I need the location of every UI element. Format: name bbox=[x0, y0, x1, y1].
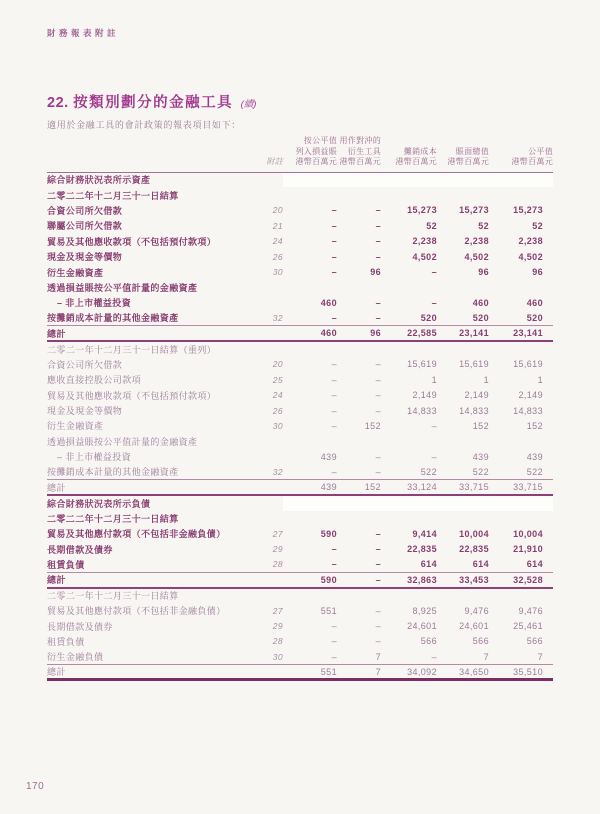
value-cell: 10,004 bbox=[459, 528, 489, 539]
value-cell: – bbox=[375, 236, 381, 247]
value-cell: 34,092 bbox=[381, 665, 437, 680]
row-label: 總計 bbox=[47, 326, 235, 341]
value-cell: 35,510 bbox=[489, 665, 553, 680]
value-cell: 2,238 bbox=[412, 236, 437, 247]
table-row-subheader bbox=[47, 187, 553, 202]
value-cell: – bbox=[331, 359, 337, 370]
value-cell: 96 bbox=[478, 267, 489, 278]
note-cell bbox=[235, 588, 283, 603]
row-label: 衍生金融資產 bbox=[47, 421, 104, 432]
value-cell: 152 bbox=[472, 420, 489, 431]
value-cell: 522 bbox=[472, 466, 489, 477]
value-cell bbox=[437, 434, 489, 449]
table-row-subheader bbox=[47, 511, 553, 526]
note-cell bbox=[235, 572, 283, 587]
value-cell: 460 bbox=[526, 297, 543, 308]
value-cell: – bbox=[331, 205, 337, 216]
value-cell: 1 bbox=[431, 374, 437, 385]
value-cell: – bbox=[375, 636, 381, 647]
row-label: 按攤銷成本計量的其他金融資產 bbox=[47, 313, 179, 324]
table-row-data bbox=[47, 541, 553, 556]
value-cell bbox=[489, 434, 553, 449]
row-label: 綜合財務狀況表所示負債 bbox=[47, 498, 151, 509]
table-row-data bbox=[47, 372, 553, 387]
value-cell bbox=[283, 434, 337, 449]
row-label: – 非上市權益投資 bbox=[57, 452, 132, 463]
value-cell bbox=[489, 588, 553, 603]
value-cell: – bbox=[331, 544, 337, 555]
value-cell: 460 bbox=[472, 297, 489, 308]
note-cell: 32 bbox=[272, 312, 283, 323]
value-cell: – bbox=[375, 605, 381, 616]
note-cell: 24 bbox=[272, 390, 283, 401]
table-row-data bbox=[47, 403, 553, 418]
value-cell bbox=[283, 511, 337, 526]
note-cell: 29 bbox=[272, 621, 283, 632]
value-cell: 439 bbox=[320, 451, 337, 462]
value-cell: – bbox=[375, 466, 381, 477]
value-cell: 14,833 bbox=[513, 405, 543, 416]
value-cell bbox=[283, 280, 337, 295]
value-cell: – bbox=[331, 251, 337, 262]
row-label: 總計 bbox=[47, 480, 235, 495]
value-cell bbox=[381, 588, 437, 603]
note-cell bbox=[235, 172, 283, 187]
note-cell bbox=[235, 449, 283, 464]
value-cell: – bbox=[331, 236, 337, 247]
value-cell: 439 bbox=[526, 451, 543, 462]
value-cell: 52 bbox=[478, 220, 489, 231]
row-label: 合資公司所欠借款 bbox=[47, 205, 123, 216]
value-cell: 33,453 bbox=[437, 572, 489, 587]
value-cell: – bbox=[375, 451, 381, 462]
page-number: 170 bbox=[26, 781, 45, 792]
note-cell: 27 bbox=[272, 605, 283, 616]
value-cell bbox=[337, 434, 381, 449]
row-label: 貿易及其他應收款項（不包括預付款項） bbox=[47, 236, 217, 247]
value-cell: 15,619 bbox=[513, 359, 543, 370]
value-cell: – bbox=[375, 251, 381, 262]
table-row-data bbox=[47, 526, 553, 541]
value-cell bbox=[381, 434, 437, 449]
note-cell bbox=[235, 187, 283, 202]
value-cell: 4,502 bbox=[412, 251, 437, 262]
row-label: 透過損益賬按公平值計量的金融資產 bbox=[47, 436, 198, 447]
value-cell: – bbox=[375, 374, 381, 385]
table-row-data bbox=[47, 311, 553, 326]
value-cell bbox=[381, 280, 437, 295]
value-cell bbox=[337, 588, 381, 603]
value-cell: 460 bbox=[320, 297, 337, 308]
value-cell bbox=[337, 187, 381, 202]
value-cell: 2,238 bbox=[518, 236, 543, 247]
value-cell: 23,141 bbox=[437, 326, 489, 341]
value-cell: – bbox=[375, 559, 381, 570]
value-cell: 520 bbox=[420, 312, 437, 323]
row-label: 應收直接控股公司款項 bbox=[47, 375, 142, 386]
value-cell: – bbox=[431, 451, 437, 462]
note-cell: 30 bbox=[272, 267, 283, 278]
value-cell: – bbox=[375, 312, 381, 323]
note-cell: 24 bbox=[272, 236, 283, 247]
note-cell bbox=[235, 326, 283, 341]
value-cell: 21,910 bbox=[513, 544, 543, 555]
value-cell: 520 bbox=[526, 312, 543, 323]
note-cell bbox=[235, 511, 283, 526]
value-cell: – bbox=[331, 636, 337, 647]
note-cell: 29 bbox=[272, 544, 283, 555]
value-cell: 32,863 bbox=[381, 572, 437, 587]
row-label: 長期借款及債券 bbox=[47, 621, 113, 632]
value-cell bbox=[489, 495, 553, 510]
row-label: 合資公司所欠借款 bbox=[47, 359, 123, 370]
note-cell: 20 bbox=[272, 205, 283, 216]
value-cell: – bbox=[331, 390, 337, 401]
value-cell: 9,476 bbox=[518, 605, 543, 616]
value-cell: 96 bbox=[337, 326, 381, 341]
table-row-total bbox=[47, 572, 553, 587]
table-row-section bbox=[47, 172, 553, 187]
value-cell bbox=[283, 495, 337, 510]
value-cell: – bbox=[431, 297, 437, 308]
value-cell: 439 bbox=[472, 451, 489, 462]
table-row-section bbox=[47, 495, 553, 510]
table-row-subheader bbox=[47, 588, 553, 603]
table-head bbox=[47, 136, 553, 172]
value-cell: – bbox=[337, 572, 381, 587]
notes-column-header: 附註 bbox=[235, 136, 283, 172]
value-cell bbox=[283, 341, 337, 356]
intro-text: 適用於金融工具的會計政策的報表項目如下： bbox=[47, 120, 242, 130]
value-cell: – bbox=[375, 544, 381, 555]
row-label: 租賃負債 bbox=[47, 636, 85, 647]
value-cell: 14,833 bbox=[407, 405, 437, 416]
table-row-data bbox=[47, 203, 553, 218]
value-cell bbox=[337, 341, 381, 356]
value-cell: 566 bbox=[420, 636, 437, 647]
row-label: – 非上市權益投資 bbox=[57, 298, 132, 309]
value-cell: 14,833 bbox=[459, 405, 489, 416]
value-cell: – bbox=[431, 651, 437, 662]
row-label: 租賃負債 bbox=[47, 559, 85, 570]
value-cell bbox=[489, 280, 553, 295]
column-header: 按公平值 列入損益賬 港幣百萬元 bbox=[283, 136, 337, 172]
table-row-total bbox=[47, 665, 553, 680]
financial-instruments-table bbox=[47, 136, 553, 681]
value-cell: 614 bbox=[420, 559, 437, 570]
note-cell bbox=[235, 295, 283, 310]
value-cell: 614 bbox=[472, 559, 489, 570]
value-cell bbox=[437, 172, 489, 187]
value-cell: – bbox=[375, 297, 381, 308]
value-cell: 460 bbox=[283, 326, 337, 341]
value-cell: 566 bbox=[526, 636, 543, 647]
value-cell: 15,273 bbox=[513, 205, 543, 216]
value-cell: 590 bbox=[320, 528, 337, 539]
table-row-data bbox=[47, 418, 553, 433]
row-label: 按攤銷成本計量的其他金融資產 bbox=[47, 467, 179, 478]
value-cell bbox=[437, 495, 489, 510]
value-cell: 9,476 bbox=[464, 605, 489, 616]
value-cell: 614 bbox=[526, 559, 543, 570]
note-cell: 26 bbox=[272, 405, 283, 416]
value-cell: 52 bbox=[426, 220, 437, 231]
section-title-suffix: (續) bbox=[240, 99, 257, 110]
value-cell bbox=[337, 511, 381, 526]
note-cell: 21 bbox=[272, 220, 283, 231]
value-cell bbox=[437, 187, 489, 202]
row-label: 衍生金融資產 bbox=[47, 267, 104, 278]
table-row-subheader bbox=[47, 341, 553, 356]
value-cell: 24,601 bbox=[407, 621, 437, 632]
value-cell bbox=[283, 187, 337, 202]
value-cell: 15,273 bbox=[407, 205, 437, 216]
value-cell: – bbox=[331, 420, 337, 431]
value-cell: 15,619 bbox=[459, 359, 489, 370]
row-label: 綜合財務狀況表所示資產 bbox=[47, 175, 151, 186]
note-cell: 20 bbox=[272, 359, 283, 370]
note-cell: 27 bbox=[272, 528, 283, 539]
value-cell: 9,414 bbox=[412, 528, 437, 539]
table-row-data bbox=[47, 234, 553, 249]
value-cell: 522 bbox=[420, 466, 437, 477]
value-cell: – bbox=[331, 651, 337, 662]
value-cell: – bbox=[331, 267, 337, 278]
value-cell: – bbox=[375, 390, 381, 401]
note-cell bbox=[235, 480, 283, 495]
value-cell: 8,925 bbox=[412, 605, 437, 616]
note-cell: 30 bbox=[272, 420, 283, 431]
value-cell: 590 bbox=[283, 572, 337, 587]
value-cell: – bbox=[375, 205, 381, 216]
table-row-data bbox=[47, 218, 553, 233]
value-cell: 7 bbox=[537, 651, 543, 662]
value-cell: 2,149 bbox=[518, 390, 543, 401]
value-cell: 96 bbox=[532, 267, 543, 278]
note-cell bbox=[235, 341, 283, 356]
value-cell: 152 bbox=[337, 480, 381, 495]
row-label: 貿易及其他應付款項（不包括非金融負債） bbox=[47, 606, 226, 617]
section-title-text: 按類別劃分的金融工具 bbox=[73, 95, 234, 111]
column-header: 賬面總值 港幣百萬元 bbox=[437, 136, 489, 172]
value-cell: 23,141 bbox=[489, 326, 553, 341]
value-cell: 4,502 bbox=[464, 251, 489, 262]
value-cell bbox=[337, 495, 381, 510]
table-row-data bbox=[47, 295, 553, 310]
value-cell bbox=[337, 280, 381, 295]
value-cell bbox=[437, 341, 489, 356]
value-cell: 22,835 bbox=[459, 544, 489, 555]
value-cell bbox=[381, 187, 437, 202]
value-cell: 15,619 bbox=[407, 359, 437, 370]
value-cell: – bbox=[331, 405, 337, 416]
value-cell: 25,461 bbox=[513, 621, 543, 632]
row-label: 總計 bbox=[47, 572, 235, 587]
value-cell bbox=[437, 280, 489, 295]
value-cell: 10,004 bbox=[513, 528, 543, 539]
table-row-data bbox=[47, 557, 553, 572]
value-cell: – bbox=[375, 621, 381, 632]
row-label: 二零二二年十二月三十一日結算 bbox=[47, 190, 179, 201]
value-cell: – bbox=[375, 359, 381, 370]
value-cell: 7 bbox=[337, 665, 381, 680]
value-cell bbox=[283, 172, 337, 187]
value-cell: 566 bbox=[472, 636, 489, 647]
value-cell: 96 bbox=[370, 267, 381, 278]
row-label: 貿易及其他應收款項（不包括預付款項） bbox=[47, 390, 217, 401]
page-eyebrow: 財務報表附註 bbox=[47, 28, 120, 38]
value-cell: 33,124 bbox=[381, 480, 437, 495]
note-cell bbox=[235, 434, 283, 449]
row-label: 聯屬公司所欠借款 bbox=[47, 221, 123, 232]
value-cell bbox=[489, 172, 553, 187]
value-cell bbox=[381, 495, 437, 510]
value-cell bbox=[489, 511, 553, 526]
row-label: 衍生金融負債 bbox=[47, 652, 104, 663]
table-row-total bbox=[47, 480, 553, 495]
value-cell: 22,835 bbox=[407, 544, 437, 555]
value-cell: 152 bbox=[526, 420, 543, 431]
table-row-group bbox=[47, 280, 553, 295]
row-label: 二零二一年十二月三十一日結算 bbox=[47, 591, 179, 602]
table-row-data bbox=[47, 264, 553, 279]
table-row-data bbox=[47, 357, 553, 372]
value-cell: 7 bbox=[483, 651, 489, 662]
value-cell: 33,715 bbox=[489, 480, 553, 495]
column-header: 攤銷成本 港幣百萬元 bbox=[381, 136, 437, 172]
row-label: 現金及現金等價物 bbox=[47, 252, 123, 263]
note-cell bbox=[235, 280, 283, 295]
value-cell: 439 bbox=[283, 480, 337, 495]
note-cell: 25 bbox=[272, 374, 283, 385]
table-row-data bbox=[47, 387, 553, 402]
value-cell bbox=[337, 172, 381, 187]
value-cell: – bbox=[431, 267, 437, 278]
value-cell: 34,650 bbox=[437, 665, 489, 680]
table-row-data bbox=[47, 449, 553, 464]
table-row-group bbox=[47, 434, 553, 449]
table-row-data bbox=[47, 634, 553, 649]
value-cell bbox=[489, 341, 553, 356]
value-cell bbox=[283, 588, 337, 603]
value-cell: – bbox=[331, 220, 337, 231]
row-label: 長期借款及債券 bbox=[47, 544, 113, 555]
header-spacer bbox=[47, 136, 235, 172]
value-cell: – bbox=[431, 420, 437, 431]
value-cell: 551 bbox=[320, 605, 337, 616]
value-cell bbox=[489, 187, 553, 202]
value-cell: 15,273 bbox=[459, 205, 489, 216]
value-cell: 152 bbox=[364, 420, 381, 431]
table-row-data bbox=[47, 618, 553, 633]
note-cell: 28 bbox=[272, 636, 283, 647]
section-number: 22. bbox=[47, 95, 69, 111]
value-cell bbox=[437, 511, 489, 526]
value-cell: – bbox=[375, 528, 381, 539]
value-cell: – bbox=[331, 559, 337, 570]
value-cell: – bbox=[331, 312, 337, 323]
value-cell: 2,149 bbox=[464, 390, 489, 401]
value-cell: 52 bbox=[532, 220, 543, 231]
value-cell: 1 bbox=[483, 374, 489, 385]
note-cell: 26 bbox=[272, 251, 283, 262]
column-header: 公平值 港幣百萬元 bbox=[489, 136, 553, 172]
note-cell bbox=[235, 495, 283, 510]
value-cell: 32,528 bbox=[489, 572, 553, 587]
row-label: 二零二二年十二月三十一日結算 bbox=[47, 513, 179, 524]
section-title bbox=[47, 91, 256, 112]
table-row-data bbox=[47, 649, 553, 664]
note-cell: 32 bbox=[272, 466, 283, 477]
value-cell bbox=[381, 511, 437, 526]
value-cell: – bbox=[375, 220, 381, 231]
note-cell: 30 bbox=[272, 651, 283, 662]
value-cell: – bbox=[375, 405, 381, 416]
value-cell: 2,238 bbox=[464, 236, 489, 247]
value-cell: 33,715 bbox=[437, 480, 489, 495]
row-label: 透過損益賬按公平值計量的金融資產 bbox=[47, 282, 198, 293]
value-cell: 2,149 bbox=[412, 390, 437, 401]
value-cell: – bbox=[331, 466, 337, 477]
value-cell bbox=[437, 588, 489, 603]
value-cell: 4,502 bbox=[518, 251, 543, 262]
value-cell: 24,601 bbox=[459, 621, 489, 632]
table-row-data bbox=[47, 464, 553, 479]
value-cell: – bbox=[331, 621, 337, 632]
value-cell: 522 bbox=[526, 466, 543, 477]
table-row-data bbox=[47, 603, 553, 618]
value-cell bbox=[381, 341, 437, 356]
row-label: 現金及現金等價物 bbox=[47, 406, 123, 417]
table-row-data bbox=[47, 249, 553, 264]
row-label: 二零二一年十二月三十一日結算（重列） bbox=[47, 344, 217, 355]
value-cell: – bbox=[331, 374, 337, 385]
row-label: 總計 bbox=[47, 665, 235, 680]
value-cell: 22,585 bbox=[381, 326, 437, 341]
value-cell: 1 bbox=[537, 374, 543, 385]
table-header-row bbox=[47, 136, 553, 172]
table-body bbox=[47, 172, 553, 680]
value-cell: 551 bbox=[283, 665, 337, 680]
value-cell: 7 bbox=[375, 651, 381, 662]
value-cell bbox=[381, 172, 437, 187]
table-row-total bbox=[47, 326, 553, 341]
note-cell bbox=[235, 665, 283, 680]
row-label: 貿易及其他應付款項（不包括非金融負債） bbox=[47, 529, 226, 540]
column-header: 用作對沖的 衍生工具 港幣百萬元 bbox=[337, 136, 381, 172]
note-cell: 28 bbox=[272, 559, 283, 570]
value-cell: 520 bbox=[472, 312, 489, 323]
